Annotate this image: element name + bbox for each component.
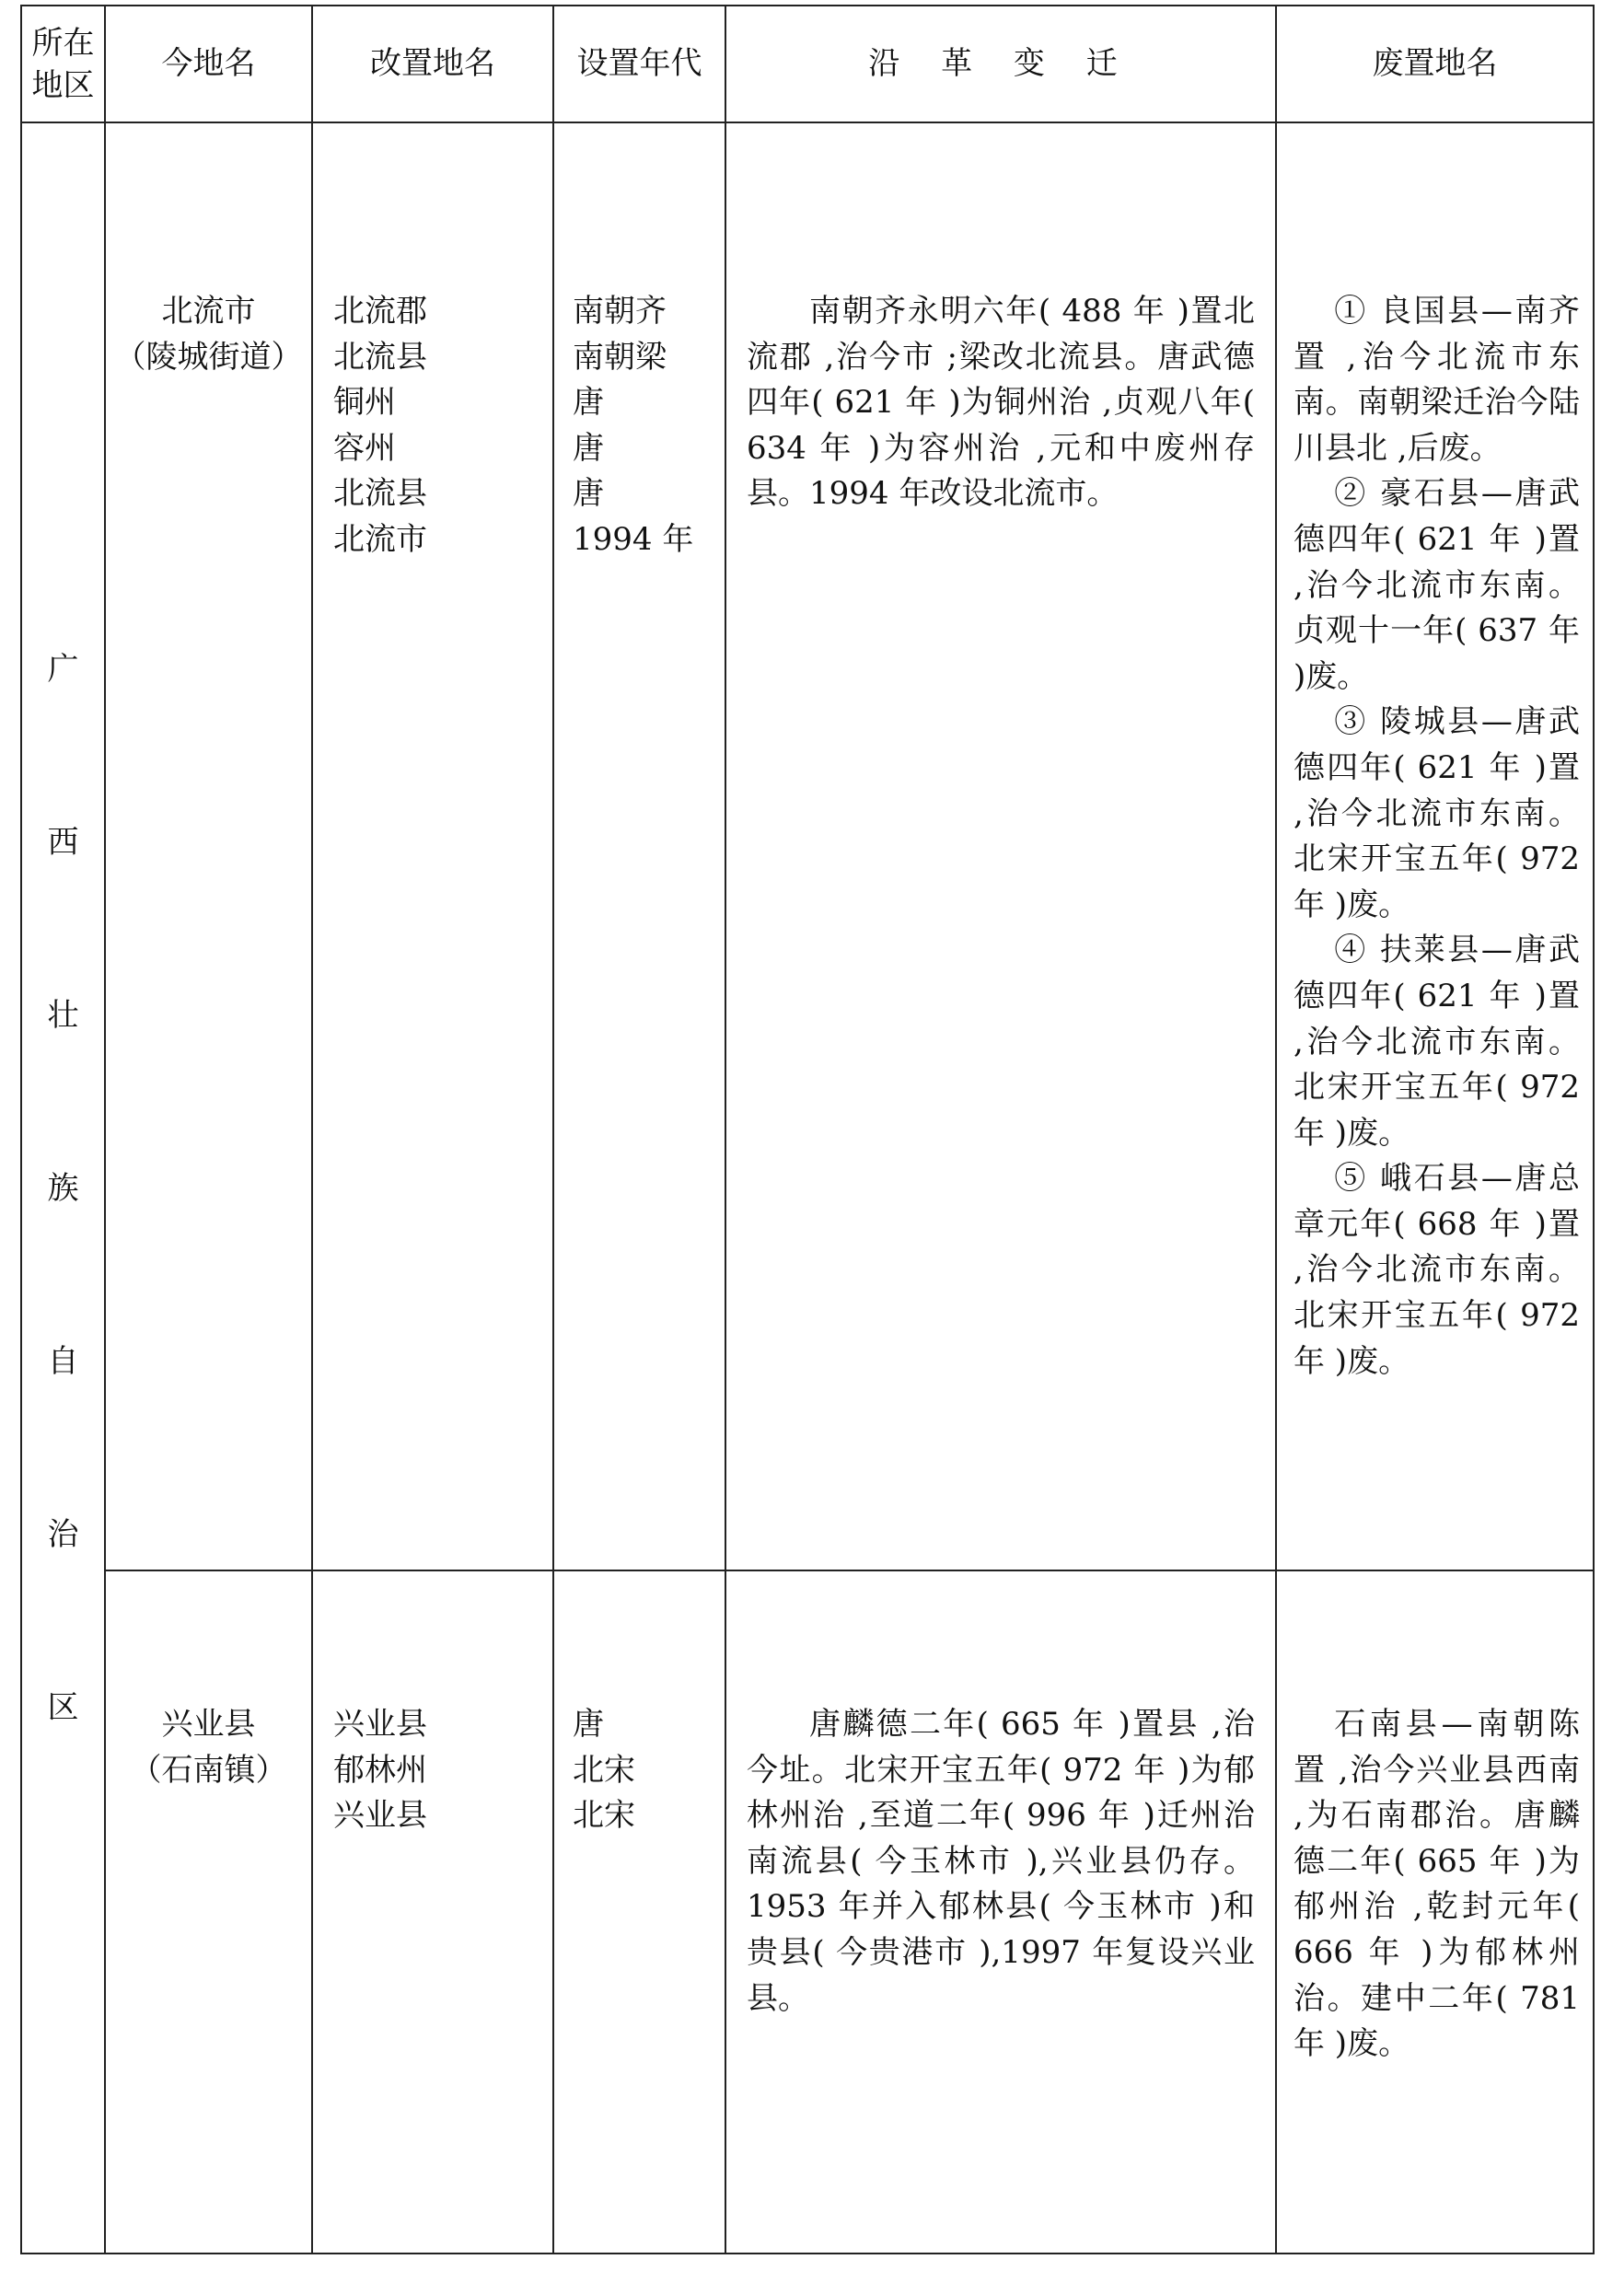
era-cell <box>553 1570 725 2254</box>
era: 南朝梁 <box>573 338 667 376</box>
abolished-cell <box>1276 1570 1594 2254</box>
abolished-entry: ① 良国县—南齐置 ,治今北流市东南。南朝梁迁治今陆川县北 ,后废。 <box>1293 293 1580 467</box>
evolution-cell <box>725 122 1276 1570</box>
current-name-seat: （石南镇） <box>130 1751 287 1789</box>
abolished-entry: ④ 扶莱县—唐武德四年( 621 年 )置 ,治今北流市东南。北宋开宝五年( 972 年 )废。 <box>1293 932 1580 1152</box>
era: 唐 <box>573 429 604 467</box>
era: 1994 年 <box>573 520 694 558</box>
era-cell <box>553 122 725 1570</box>
former-name: 北流县 <box>333 475 427 513</box>
evolution-text: 唐麟德二年( 665 年 )置县 ,治今址。北宋开宝五年( 972 年 )为郁林州治 ,至道二年( 996 年 )迁州治南流县( 今玉林市 ),兴业县仍存。1953 年并入郁林县( 今玉林市 )和贵县( 今贵港市 ),1997 年复设兴业县。 <box>747 1706 1255 2017</box>
evolution-cell <box>725 1570 1276 2254</box>
current-name-cell <box>105 122 312 1570</box>
header-region <box>21 6 105 122</box>
region-cell <box>21 122 105 2254</box>
abolished-entry: ⑤ 峨石县—唐总章元年( 668 年 )置 ,治今北流市东南。北宋开宝五年( 972 年 )废。 <box>1293 1160 1580 1380</box>
header-era: 设置年代 <box>553 6 725 122</box>
former-name: 北流县 <box>333 338 427 376</box>
current-name-seat: （陵城街道） <box>114 338 303 376</box>
former-name: 兴业县 <box>333 1706 427 1743</box>
former-name: 兴业县 <box>333 1797 427 1835</box>
region-char: 广 <box>47 650 79 688</box>
table-row <box>21 122 1594 1570</box>
former-name: 北流郡 <box>333 293 427 330</box>
abolished-cell <box>1276 122 1594 1570</box>
header-row <box>21 6 1594 122</box>
header-current-name: 今地名 <box>105 6 312 122</box>
region-char: 族 <box>47 1169 79 1207</box>
era: 唐 <box>573 384 604 422</box>
header-region-line-1: 所在 <box>31 24 95 62</box>
evolution-text: 南朝齐永明六年( 488 年 )置北流郡 ,治今市 ;梁改北流县。唐武德四年( 621 年 )为铜州治 ,贞观八年( 634 年 )为容州治 ,元和中废州存县。1994 年改设北流市。 <box>747 293 1255 513</box>
former-name: 容州 <box>333 429 396 467</box>
abolished-entry: ③ 陵城县—唐武德四年( 621 年 )置 ,治今北流市东南。北宋开宝五年( 972 年 )废。 <box>1293 703 1580 923</box>
era: 北宋 <box>573 1751 635 1789</box>
former-name: 郁林州 <box>333 1751 427 1789</box>
region-char: 壮 <box>47 996 79 1034</box>
region-label <box>22 583 104 1794</box>
header-former-names: 改置地名 <box>312 6 553 122</box>
table-row <box>21 1570 1594 2254</box>
region-char: 区 <box>47 1688 79 1726</box>
current-name-cell <box>105 1570 312 2254</box>
era: 唐 <box>573 1706 604 1743</box>
former-name: 北流市 <box>333 520 427 558</box>
abolished-entry: ② 豪石县—唐武德四年( 621 年 )置 ,治今北流市东南。贞观十一年( 637 年 )废。 <box>1293 475 1580 695</box>
header-abolished: 废置地名 <box>1276 6 1594 122</box>
former-name: 铜州 <box>333 384 396 422</box>
gazetteer-table <box>20 5 1595 2254</box>
era: 北宋 <box>573 1797 635 1835</box>
current-name: 兴业县 <box>161 1706 256 1743</box>
region-char: 自 <box>47 1342 79 1380</box>
header-region-line-2: 地区 <box>31 66 95 104</box>
era: 南朝齐 <box>573 293 667 330</box>
abolished-entry: 石南县—南朝陈置 ,治今兴业县西南 ,为石南郡治。唐麟德二年( 665 年 )为郁州治 ,乾封元年( 666 年 )为郁林州治。建中二年( 781 年 )废。 <box>1293 1706 1580 2063</box>
region-char: 西 <box>47 823 79 861</box>
header-evolution: 沿 革 变 迁 <box>725 6 1276 122</box>
region-char: 治 <box>47 1515 79 1553</box>
current-name: 北流市 <box>161 293 256 330</box>
former-names-cell <box>312 1570 553 2254</box>
former-names-cell <box>312 122 553 1570</box>
era: 唐 <box>573 475 604 513</box>
